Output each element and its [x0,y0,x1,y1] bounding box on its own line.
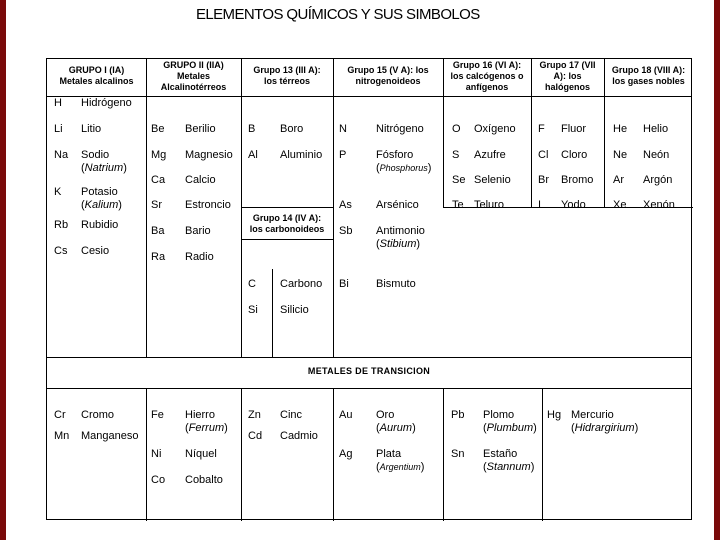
element-name-text: Manganeso [81,430,139,442]
header-group-2: GRUPO II (IIA) Metales Alcalinotérreos [160,60,227,92]
element-symbol: Mg [151,149,167,161]
element-symbol: Zn [248,409,261,421]
element-symbol: Cr [54,409,66,421]
element-name [474,149,506,162]
divider [47,357,691,358]
element-symbol: Bi [339,278,349,290]
element-latin-name [81,162,127,175]
element-name [185,123,216,136]
element-latin-name [483,422,537,435]
divider [443,388,444,521]
element-name-text: Cesio [81,245,110,257]
element-name-text: Radio [185,251,214,263]
divider [241,388,242,521]
element-symbol: Hg [547,409,562,421]
element-name-text: Litio [81,123,102,135]
element-name [185,448,217,461]
element-name-text: Hidrógeno [81,97,132,109]
close-paren: ) [427,162,432,174]
transition-metals-label: METALES DE TRANSICION [307,366,431,376]
element-symbol: As [339,199,352,211]
divider [542,388,543,521]
element-name-text: Magnesio [185,149,233,161]
element-symbol: Sn [451,448,465,460]
element-name-text: Teluro [474,199,504,211]
element-name [185,251,214,264]
element-symbol: B [248,123,256,135]
element-name [376,123,424,136]
element-name [483,448,534,474]
element-symbol: P [339,149,347,161]
element-name-text: Arsénico [376,199,419,211]
element-name-text: Estaño [483,448,518,460]
element-name [376,199,419,212]
close-paren: ) [412,422,416,434]
element-name [81,409,114,422]
open-paren: ( [81,162,85,174]
element-name [376,278,416,291]
element-symbol: Br [538,174,549,186]
close-paren: ) [118,199,122,211]
elements-table [46,58,692,520]
element-name-text: Rubidio [81,219,119,231]
latin-text: Natrium [84,162,124,174]
header-group-17: Grupo 17 (VII A): los halógenos [539,60,596,92]
open-paren: ( [376,422,380,434]
element-name-text: Cinc [280,409,303,421]
element-name [561,149,587,162]
element-name [561,123,586,136]
element-name-text: Xenón [643,199,675,211]
element-symbol: Ar [613,174,624,186]
element-name [185,474,223,487]
element-name-text: Fluor [561,123,587,135]
element-name-text: Antimonio [376,225,425,237]
element-name [474,199,504,212]
element-name [643,149,669,162]
element-symbol: S [452,149,460,161]
close-paren: ) [420,461,425,473]
close-paren: ) [533,422,537,434]
element-name [643,174,672,187]
open-paren: ( [376,162,380,174]
element-symbol: Ra [151,251,166,263]
element-name [185,149,233,162]
divider [146,388,147,521]
open-paren: ( [483,422,487,434]
divider [241,239,333,240]
element-latin-name [185,422,228,435]
element-name [81,97,132,110]
element-symbol: Au [339,409,353,421]
element-name [561,199,586,212]
element-symbol: Rb [54,219,69,231]
element-name-text: Bismuto [376,278,416,290]
header-group-15: Grupo 15 (V A): los nitrogenoideos [347,65,429,86]
element-name-text: Silicio [280,304,309,316]
element-name [185,174,216,187]
element-symbol: Co [151,474,166,486]
element-symbol: Ne [613,149,628,161]
element-name [185,409,228,435]
element-name-text: Estroncio [185,199,231,211]
element-name-text: Helio [643,123,669,135]
header-group-1: GRUPO I (IA) Metales alcalinos [59,65,134,86]
element-symbol: Pb [451,409,465,421]
element-symbol: Cl [538,149,549,161]
header-group-14: Grupo 14 (IV A): los carbonoideos [249,213,325,234]
element-name [571,409,638,435]
element-name [81,186,122,212]
open-paren: ( [571,422,575,434]
latin-text: Kalium [84,199,119,211]
divider [47,96,691,97]
element-name-text: Cadmio [280,430,318,442]
element-symbol: Sr [151,199,162,211]
latin-text: Hidrargirium [574,422,635,434]
element-name [561,174,593,187]
element-symbol: Sb [339,225,353,237]
element-name-text: Cloro [561,149,588,161]
element-latin-name [376,162,431,175]
element-name-text: Cromo [81,409,115,421]
element-symbol: Se [452,174,466,186]
element-symbol: C [248,278,256,290]
open-paren: ( [376,461,380,473]
element-name-text: Carbono [280,278,323,290]
header-group-18: Grupo 18 (VIII A): los gases nobles [611,65,686,86]
element-symbol: Li [54,123,63,135]
element-symbol: Ag [339,448,353,460]
element-name [474,174,511,187]
element-name [376,409,416,435]
latin-text: Aurum [379,422,413,434]
close-paren: ) [634,422,639,434]
divider [333,388,334,521]
element-symbol: I [538,199,542,211]
element-name [483,409,537,435]
element-name-text: Calcio [185,174,216,186]
element-name-text: Bromo [561,174,594,186]
divider [47,388,691,389]
open-paren: ( [81,199,85,211]
element-name-text: Fósforo [376,149,414,161]
header-group-16: Grupo 16 (VI A): los calcógenos o anfígenos [450,60,524,92]
element-name-text: Boro [280,123,304,135]
latin-text: Phosphorus [379,163,428,173]
element-name [280,409,302,422]
latin-text: Argentium [379,462,421,472]
element-symbol: Be [151,123,165,135]
close-paren: ) [123,162,127,174]
element-name [81,123,101,136]
element-latin-name [483,461,534,474]
element-name [185,199,231,212]
element-symbol: Na [54,149,69,161]
element-name-text: Bario [185,225,211,237]
element-name [81,149,127,175]
element-name-text: Neón [643,149,670,161]
page-title: ELEMENTOS QUÍMICOS Y SUS SIMBOLOS [196,6,480,23]
element-symbol: N [339,123,347,135]
element-name-text: Cobalto [185,474,223,486]
slide [6,0,714,540]
element-latin-name [376,238,425,251]
element-name-text: Berilio [185,123,216,135]
element-name [81,245,109,258]
element-name [376,149,431,175]
close-paren: ) [224,422,228,434]
element-name-text: Argón [643,174,673,186]
element-name-text: Plata [376,448,402,460]
element-symbol: Cs [54,245,68,257]
divider [272,269,273,357]
element-name [81,219,118,232]
element-name-text: Níquel [185,448,217,460]
element-symbol: F [538,123,545,135]
element-name-text: Sodio [81,149,110,161]
latin-text: Ferrum [188,422,225,434]
element-name [280,430,318,443]
element-latin-name [376,422,416,435]
open-paren: ( [376,238,380,250]
element-symbol: Te [452,199,464,211]
element-name [280,278,322,291]
open-paren: ( [185,422,189,434]
element-name-text: Potasio [81,186,118,198]
element-name [81,430,139,443]
element-symbol: H [54,97,62,109]
element-name-text: Hierro [185,409,215,421]
element-name [280,304,309,317]
divider [241,207,333,208]
element-symbol: Al [248,149,258,161]
latin-text: Stannum [486,461,531,473]
element-name-text: Aluminio [280,149,323,161]
element-symbol: Ba [151,225,165,237]
element-latin-name [376,461,424,474]
element-symbol: O [452,123,461,135]
element-symbol: Ca [151,174,166,186]
divider [146,59,147,357]
element-latin-name [571,422,638,435]
element-symbol: K [54,186,62,198]
element-name [474,123,516,136]
element-symbol: He [613,123,628,135]
element-name [185,225,211,238]
element-name-text: Yodo [561,199,586,211]
divider [333,59,334,357]
header-group-13: Grupo 13 (III A): los térreos [253,65,321,86]
element-symbol: Si [248,304,258,316]
element-name-text: Selenio [474,174,511,186]
divider [241,59,242,357]
element-name [376,225,425,251]
latin-text: Plumbum [486,422,534,434]
element-name-text: Plomo [483,409,515,421]
close-paren: ) [530,461,535,473]
element-symbol: Mn [54,430,70,442]
element-name [643,199,675,212]
element-name-text: Oro [376,409,395,421]
element-name-text: Oxígeno [474,123,516,135]
element-name [376,448,424,474]
element-name [280,149,322,162]
element-name [280,123,303,136]
element-symbol: Cd [248,430,263,442]
element-name-text: Azufre [474,149,506,161]
element-symbol: Xe [613,199,627,211]
element-name [643,123,668,136]
open-paren: ( [483,461,487,473]
element-symbol: Ni [151,448,162,460]
close-paren: ) [416,238,421,250]
element-name-text: Mercurio [571,409,614,421]
element-name-text: Nitrógeno [376,123,424,135]
element-latin-name [81,199,122,212]
element-symbol: Fe [151,409,164,421]
latin-text: Stibium [379,238,417,250]
